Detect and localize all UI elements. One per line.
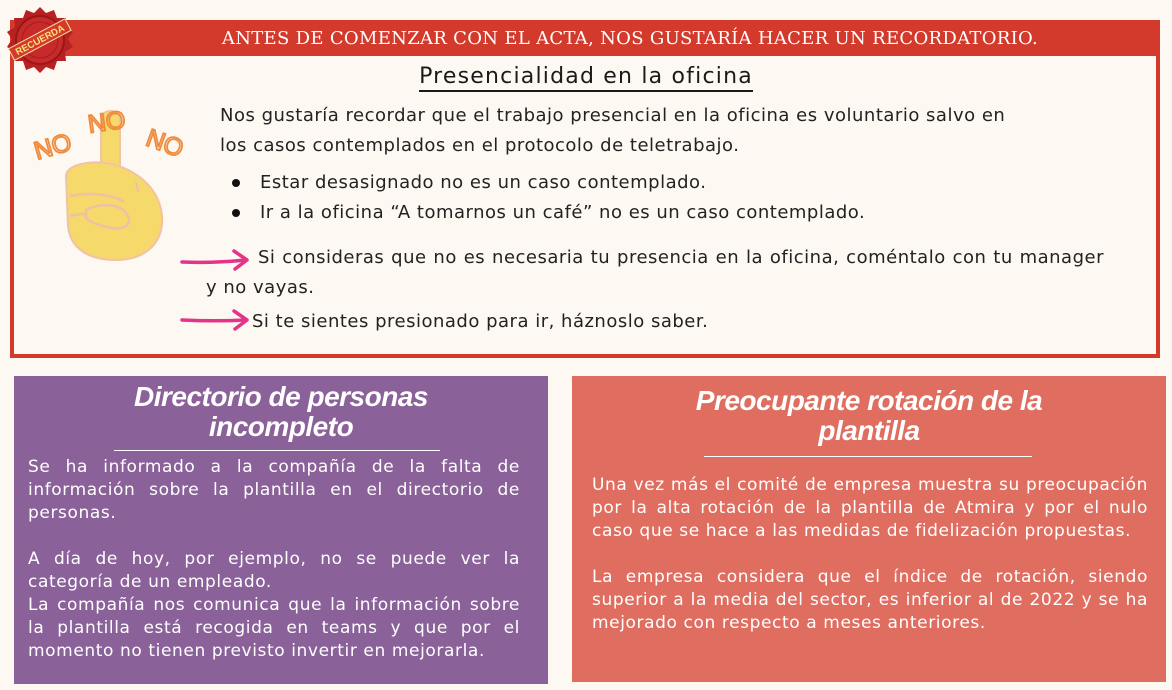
reminder-banner	[10, 20, 1160, 56]
seal-label: RECUERDA	[13, 22, 67, 58]
rotation-card	[572, 376, 1166, 682]
arrow-right-icon	[180, 308, 252, 332]
office-bullet-list	[232, 168, 865, 228]
directory-card	[14, 376, 548, 684]
rotation-card-title: Preocupante rotación de la plantilla	[695, 385, 1043, 446]
list-item: Ir a la oficina “A tomarnos un café” no es un caso contemplado.	[232, 198, 865, 228]
rotation-card-body: Una vez más el comité de empresa muestra su preocupación por la alta rotación de la plantilla de Atmira y por el nulo caso que se hace a las medidas de fidelización propuestas. La empresa considera que el índice de rotación, siendo superior a la media del sector, es inferior al de 2022 y se ha mejorado con respecto a meses anteriores.	[592, 475, 1148, 633]
office-intro: Nos gustaría recordar que el trabajo presencial en la oficina es voluntario salvo en los casos contemplados en el protocolo de teletrabajo.	[220, 105, 1006, 156]
office-note-presence: Si consideras que no es necesaria tu presencia en la oficina, coméntalo con tu manager y no vayas.	[206, 247, 1104, 298]
no-no-hand-icon	[28, 98, 193, 268]
banner-text: ANTES DE COMENZAR CON EL ACTA, NOS GUSTARÍA HACER UN RECORDATORIO.	[221, 27, 1039, 49]
hand-label-no-1: NO	[30, 128, 75, 166]
directory-card-body: Se ha informado a la compañía de la falta de información sobre la plantilla en el directorio de personas. A día de hoy, por ejemplo, no se puede ver la categoría de un empleado. La compañía nos comunica que la información sobre la plantilla está recogida en teams y que por el momento no tienen previsto invertir en mejorarla.	[28, 457, 520, 661]
list-item: Estar desasignado no es un caso contemplado.	[232, 168, 865, 198]
title-divider	[704, 456, 1032, 457]
hand-label-no-3: NO	[142, 124, 188, 164]
hand-label-no-2: NO	[86, 105, 128, 139]
title-divider	[114, 450, 440, 451]
office-note-pressure: Si te sientes presionado para ir, háznoslo saber.	[252, 311, 709, 332]
directory-card-title: Directorio de personas incompleto	[134, 381, 428, 442]
office-section-title: Presencialidad en la oficina	[0, 64, 1172, 89]
